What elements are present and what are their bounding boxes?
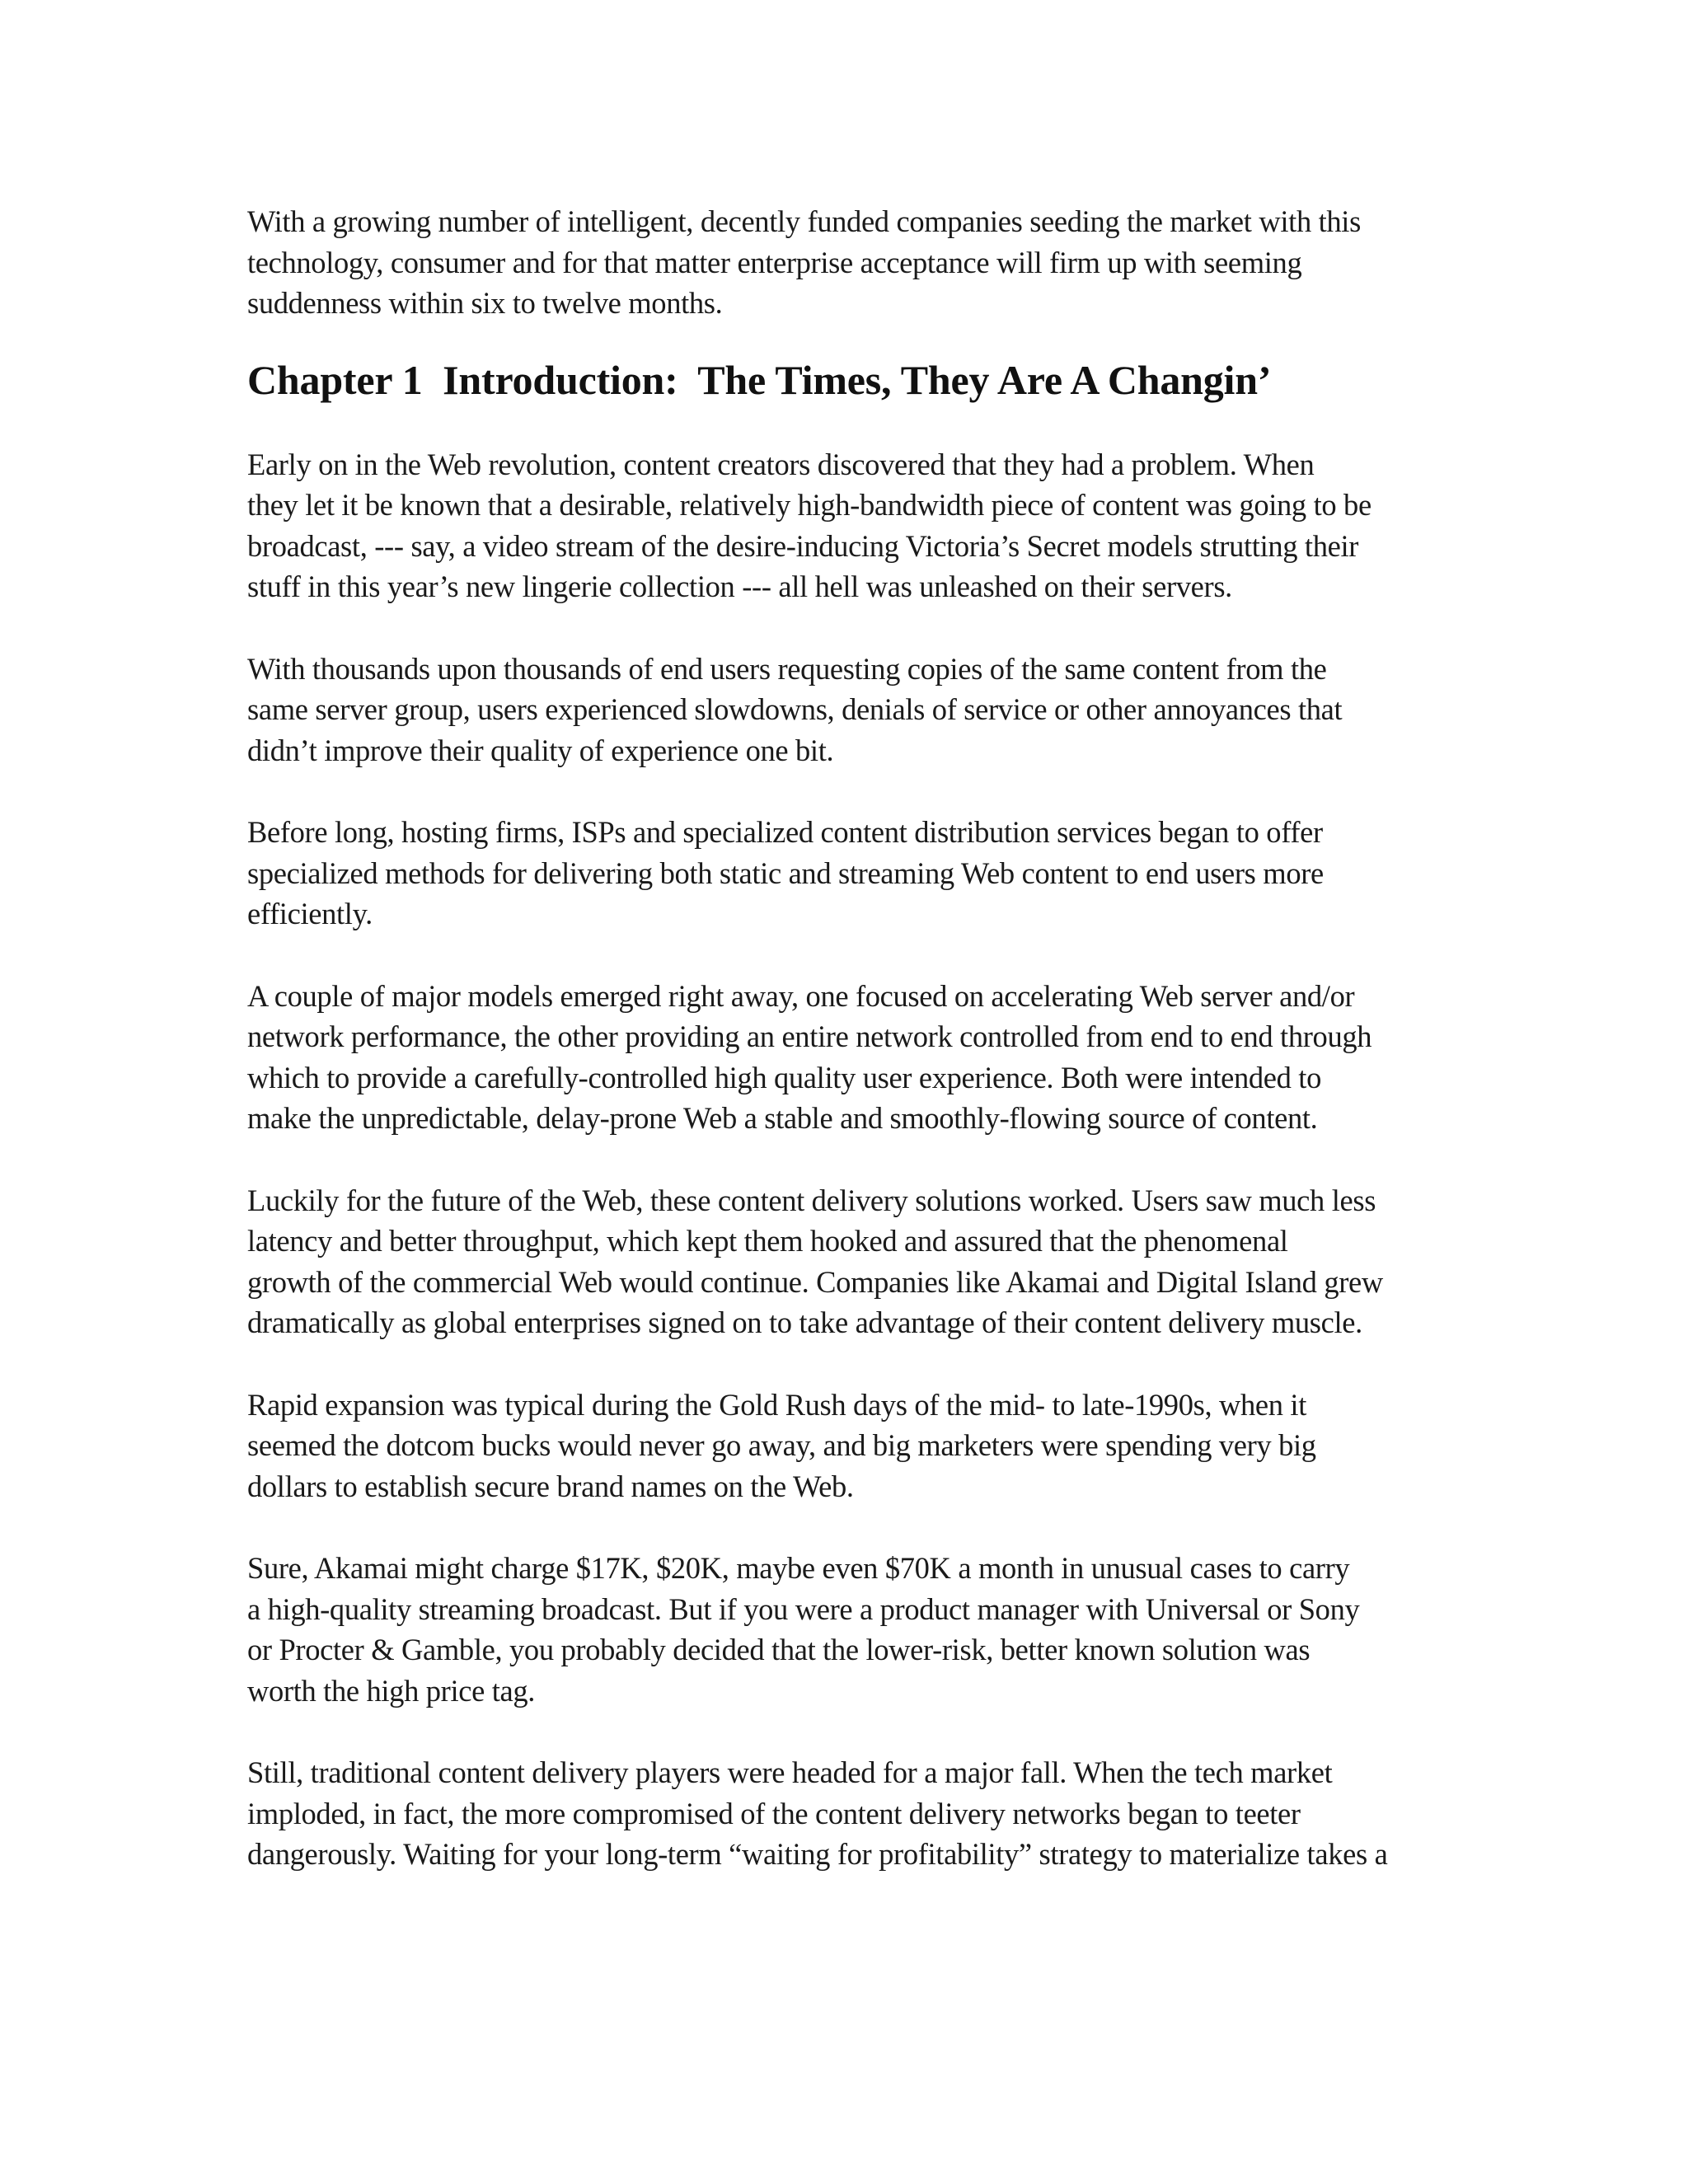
text-line: or Procter & Gamble, you probably decided that the lower-risk, better known solution was: [247, 1633, 1311, 1666]
text-line: worth the high price tag.: [247, 1673, 536, 1708]
text-line: Sure, Akamai might charge $17K, $20K, maybe even $70K a month in unusual cases to carry: [247, 1551, 1350, 1585]
text-line: broadcast, --- say, a video stream of the desire-inducing Victoria’s Secret models strutting their: [247, 528, 1359, 563]
text-line: A couple of major models emerged right away, one focused on accelerating Web server and/or: [247, 978, 1355, 1013]
body-paragraph: [247, 976, 1467, 1139]
text-line: imploded, in fact, the more compromised of the content delivery networks began to teeter: [247, 1796, 1301, 1830]
chapter-title: Chapter 1 Introduction: The Times, They Are A Changin’: [247, 356, 1272, 403]
text-line: technology, consumer and for that matter enterprise acceptance will firm up with seeming: [247, 245, 1302, 279]
text-line: suddenness within six to twelve months.: [247, 286, 723, 320]
text-line: growth of the commercial Web would continue. Companies like Akamai and Digital Island grew: [247, 1264, 1383, 1299]
body-paragraph: [247, 649, 1467, 771]
page-content: [247, 201, 1467, 1916]
text-line: dramatically as global enterprises signed on to take advantage of their content delivery muscle.: [247, 1305, 1362, 1339]
text-line: specialized methods for delivering both static and streaming Web content to end users more: [247, 855, 1324, 890]
intro-paragraph: [247, 201, 1467, 324]
text-line: didn’t improve their quality of experience one bit.: [247, 733, 834, 767]
text-line: Luckily for the future of the Web, these content delivery solutions worked. Users saw much less: [247, 1183, 1376, 1217]
text-line: network performance, the other providing an entire network controlled from end to end through: [247, 1019, 1372, 1053]
text-line: efficiently.: [247, 897, 373, 930]
body-paragraph: [247, 812, 1467, 935]
text-line: seemed the dotcom bucks would never go away, and big marketers were spending very big: [247, 1428, 1316, 1462]
text-line: Early on in the Web revolution, content creators discovered that they had a problem. When: [247, 447, 1315, 481]
text-line: With thousands upon thousands of end users requesting copies of the same content from the: [247, 651, 1327, 686]
text-line: Before long, hosting firms, ISPs and specialized content distribution services began to offer: [247, 815, 1323, 849]
text-line: they let it be known that a desirable, relatively high-bandwidth piece of content was going to be: [247, 488, 1372, 522]
body-paragraph: [247, 1385, 1467, 1507]
text-line: a high-quality streaming broadcast. But if you were a product manager with Universal or Sony: [247, 1591, 1360, 1626]
text-line: Rapid expansion was typical during the Gold Rush days of the mid- to late-1990s, when it: [247, 1387, 1307, 1422]
body-paragraph: [247, 1752, 1467, 1875]
text-line: stuff in this year’s new lingerie collection --- all hell was unleashed on their servers.: [247, 569, 1232, 603]
text-line: same server group, users experienced slowdowns, denials of service or other annoyances that: [247, 692, 1343, 726]
text-line: With a growing number of intelligent, decently funded companies seeding the market with this: [247, 204, 1361, 238]
text-line: Still, traditional content delivery players were headed for a major fall. When the tech market: [247, 1755, 1333, 1789]
text-line: which to provide a carefully-controlled high quality user experience. Both were intended to: [247, 1060, 1321, 1094]
body-paragraph: [247, 444, 1467, 607]
body-paragraph: [247, 1548, 1467, 1711]
text-line: make the unpredictable, delay-prone Web a stable and smoothly-flowing source of content.: [247, 1101, 1318, 1135]
text-line: dollars to establish secure brand names on the Web.: [247, 1469, 854, 1503]
text-line: latency and better throughput, which kept them hooked and assured that the phenomenal: [247, 1224, 1288, 1258]
body-paragraph: [247, 1180, 1467, 1343]
text-line: dangerously. Waiting for your long-term “waiting for profitability” strategy to materialize takes a: [247, 1837, 1388, 1871]
